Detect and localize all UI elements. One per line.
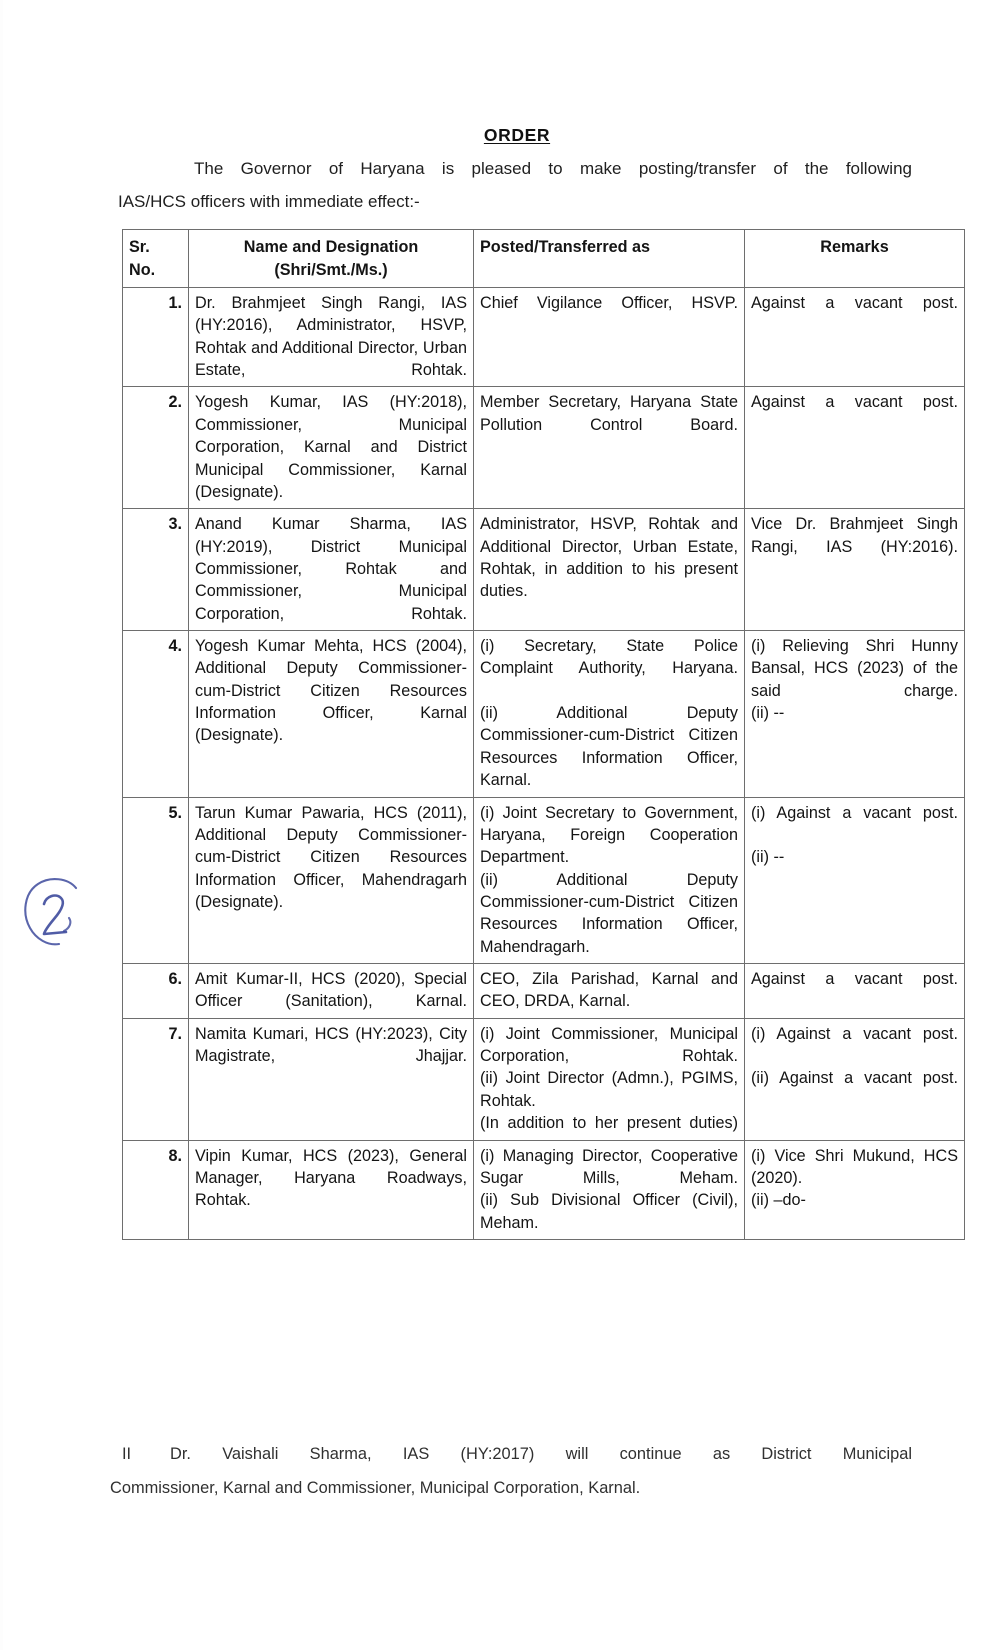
row-sr-no: 2. bbox=[123, 387, 189, 509]
table-row bbox=[123, 387, 965, 509]
sr-no-line-2: No. bbox=[129, 260, 156, 279]
row-remarks bbox=[745, 797, 965, 964]
name-text: Namita Kumari, HCS (HY:2023), City Magistrate, Jhajjar. bbox=[195, 1024, 467, 1066]
spacer bbox=[751, 1045, 958, 1067]
row-sr-no: 5. bbox=[123, 797, 189, 964]
table-header-row bbox=[123, 230, 965, 288]
remarks-text-i: (i) Against a vacant post. bbox=[751, 803, 958, 822]
intro-line-2: IAS/HCS officers with immediate effect:- bbox=[118, 192, 420, 212]
remarks-text-i: (i) Relieving Shri Hunny Bansal, HCS (2023) of the said charge. bbox=[751, 637, 958, 700]
footer-marker: II bbox=[122, 1445, 132, 1463]
column-header-name-designation bbox=[189, 230, 474, 288]
name-header-line-2: (Shri/Smt./Ms.) bbox=[274, 260, 388, 279]
name-header-line-1: Name and Designation bbox=[243, 238, 419, 257]
intro-paragraph bbox=[118, 152, 912, 218]
remarks-text: Against a vacant post. bbox=[751, 294, 958, 312]
posted-text-ii: (ii) Additional Deputy Commissioner-cum-District Citizen Resources Information Officer, Mahendragarh. bbox=[480, 870, 738, 956]
row-sr-no: 6. bbox=[123, 964, 189, 1019]
posted-text-iii: (In addition to her present duties) bbox=[480, 1114, 738, 1133]
row-posted-transferred bbox=[474, 964, 745, 1019]
table-row bbox=[123, 797, 965, 964]
remarks-text: Against a vacant post. bbox=[751, 970, 958, 989]
table-row bbox=[123, 964, 965, 1019]
posted-text-ii: (ii) Joint Director (Admn.), PGIMS, Rohtak. bbox=[480, 1069, 738, 1110]
name-text: Tarun Kumar Pawaria, HCS (2011), Additional Deputy Commissioner-cum-District Citizen Resources Information Officer, Mahendragarh (Designate). bbox=[195, 803, 467, 911]
row-sr-no: 1. bbox=[123, 288, 189, 387]
row-posted-transferred bbox=[474, 387, 745, 509]
row-name-designation bbox=[189, 631, 474, 798]
row-name-designation bbox=[189, 509, 474, 631]
posted-text-i: (i) Secretary, State Police Complaint Authority, Haryana. bbox=[480, 637, 738, 678]
posted-text-ii: (ii) Additional Deputy Commissioner-cum-District Citizen Resources Information Officer, Karnal. bbox=[480, 704, 738, 790]
row-remarks bbox=[745, 387, 965, 509]
name-text: Anand Kumar Sharma, IAS (HY:2019), District Municipal Commissioner, Rohtak and Commissioner, Municipal Corporation, Rohtak. bbox=[195, 515, 467, 623]
name-text: Amit Kumar-II, HCS (2020), Special Officer (Sanitation), Karnal. bbox=[195, 970, 467, 1011]
row-name-designation bbox=[189, 387, 474, 509]
row-name-designation bbox=[189, 964, 474, 1019]
remarks-text-ii: (ii) Against a vacant post. bbox=[751, 1069, 958, 1088]
spacer bbox=[480, 680, 738, 702]
handwritten-page-number-annotation bbox=[14, 862, 86, 948]
page-title: ORDER bbox=[483, 125, 551, 145]
spacer bbox=[751, 824, 958, 846]
column-header-remarks: Remarks bbox=[745, 230, 965, 288]
table-row bbox=[123, 1018, 965, 1140]
name-text: Yogesh Kumar, IAS (HY:2018), Commissioner, Municipal Corporation, Karnal and District Municipal Commissioner, Karnal (Designate). bbox=[195, 393, 467, 501]
column-header-posted-transferred: Posted/Transferred as bbox=[474, 230, 745, 288]
row-remarks bbox=[745, 631, 965, 798]
table-row bbox=[123, 288, 965, 387]
column-header-sr-no bbox=[123, 230, 189, 288]
footer-line-1-text: Dr. Vaishali Sharma, IAS (HY:2017) will continue as District Municipal bbox=[170, 1445, 912, 1463]
posted-text: Administrator, HSVP, Rohtak and Additional Director, Urban Estate, Rohtak, in addition to his present duties. bbox=[480, 515, 738, 601]
posted-text: Chief Vigilance Officer, HSVP. bbox=[480, 294, 738, 312]
row-posted-transferred bbox=[474, 1018, 745, 1140]
row-remarks bbox=[745, 509, 965, 631]
table-row bbox=[123, 631, 965, 798]
transfer-order-table bbox=[122, 229, 965, 1240]
footer-line-2: Commissioner, Karnal and Commissioner, Municipal Corporation, Karnal. bbox=[110, 1478, 641, 1497]
name-text: Yogesh Kumar Mehta, HCS (2004), Additional Deputy Commissioner-cum-District Citizen Resources Information Officer, Karnal (Designate). bbox=[195, 637, 467, 745]
intro-line-1: The Governor of Haryana is pleased to make posting/transfer of the following bbox=[194, 159, 912, 178]
row-name-designation bbox=[189, 1018, 474, 1140]
row-remarks bbox=[745, 288, 965, 387]
row-remarks bbox=[745, 1140, 965, 1239]
posted-text: Member Secretary, Haryana State Pollution Control Board. bbox=[480, 393, 738, 434]
table-body bbox=[123, 288, 965, 1240]
remarks-text-ii: (ii) -- bbox=[751, 704, 785, 723]
row-remarks bbox=[745, 964, 965, 1019]
row-posted-transferred bbox=[474, 1140, 745, 1239]
row-posted-transferred bbox=[474, 797, 745, 964]
footer-line-1 bbox=[122, 1438, 912, 1472]
row-sr-no: 4. bbox=[123, 631, 189, 798]
remarks-text: Vice Dr. Brahmjeet Singh Rangi, IAS (HY:2016). bbox=[751, 515, 958, 556]
row-name-designation bbox=[189, 1140, 474, 1239]
posted-text-i: (i) Managing Director, Cooperative Sugar Mills, Meham. bbox=[480, 1146, 738, 1187]
table-row bbox=[123, 1140, 965, 1239]
name-text: Dr. Brahmjeet Singh Rangi, IAS (HY:2016), Administrator, HSVP, Rohtak and Additional Director, Urban Estate, Rohtak. bbox=[195, 294, 467, 380]
posted-text: CEO, Zila Parishad, Karnal and CEO, DRDA, Karnal. bbox=[480, 970, 738, 1011]
remarks-text-ii: (ii) –do- bbox=[751, 1191, 806, 1210]
remarks-text-i: (i) Vice Shri Mukund, HCS (2020). bbox=[751, 1146, 958, 1187]
row-sr-no: 7. bbox=[123, 1018, 189, 1140]
row-posted-transferred bbox=[474, 631, 745, 798]
remarks-text-ii: (ii) -- bbox=[751, 848, 785, 867]
row-remarks bbox=[745, 1018, 965, 1140]
sr-no-line-1: Sr. bbox=[129, 238, 150, 257]
footer-note bbox=[110, 1438, 912, 1505]
document-body bbox=[118, 125, 958, 1240]
posted-text-i: (i) Joint Secretary to Government, Haryana, Foreign Cooperation Department. bbox=[480, 803, 738, 867]
row-sr-no: 8. bbox=[123, 1140, 189, 1239]
row-name-designation bbox=[189, 797, 474, 964]
row-sr-no: 3. bbox=[123, 509, 189, 631]
table-row bbox=[123, 509, 965, 631]
row-posted-transferred bbox=[474, 288, 745, 387]
remarks-text-i: (i) Against a vacant post. bbox=[751, 1024, 958, 1043]
posted-text-ii: (ii) Sub Divisional Officer (Civil), Meham. bbox=[480, 1191, 738, 1232]
table-header bbox=[123, 230, 965, 288]
remarks-text: Against a vacant post. bbox=[751, 393, 958, 412]
posted-text-i: (i) Joint Commissioner, Municipal Corporation, Rohtak. bbox=[480, 1024, 738, 1066]
name-text: Vipin Kumar, HCS (2023), General Manager, Haryana Roadways, Rohtak. bbox=[195, 1146, 467, 1210]
row-name-designation bbox=[189, 288, 474, 387]
page-left-edge bbox=[0, 0, 3, 1650]
row-posted-transferred bbox=[474, 509, 745, 631]
